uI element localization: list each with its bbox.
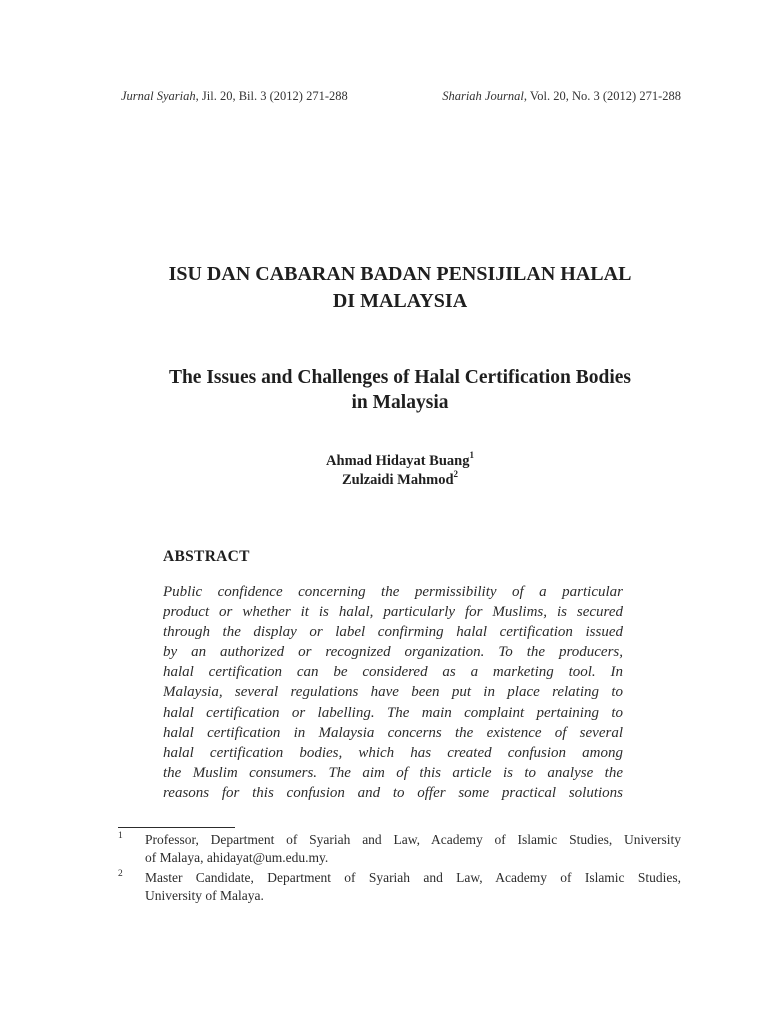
footnote-line: of Malaya, ahidayat@um.edu.my. — [145, 849, 329, 865]
abstract-line: product or whether it is halal, particularly for Muslims, is secured — [163, 604, 623, 621]
footnote-1 — [118, 831, 681, 866]
author-name: Zulzaidi Mahmod — [341, 472, 454, 488]
author-name: Ahmad Hidayat Buang — [326, 453, 470, 469]
journal-name-malay: Jurnal Syariah — [121, 89, 196, 103]
article-title-malay — [100, 261, 700, 315]
footnote-mark: 2 — [118, 869, 123, 879]
abstract-line: Malaysia, several regulations have been put in place relating to — [163, 684, 623, 701]
running-header-right — [442, 88, 681, 104]
journal-name-english: Shariah Journal — [442, 89, 524, 103]
title-line: ISU DAN CABARAN BADAN PENSIJILAN HALAL — [168, 263, 632, 285]
abstract-line: by an authorized or recognized organization. To the producers, — [163, 644, 623, 661]
footnote-line: University of Malaya. — [145, 887, 264, 903]
abstract-line: halal certification in Malaysia concerns the existence of several — [163, 724, 623, 741]
subtitle-line: The Issues and Challenges of Halal Certification Bodies — [168, 367, 632, 388]
author-1 — [100, 452, 700, 471]
abstract-line: reasons for this confusion and to offer some practical solutions — [163, 784, 623, 801]
abstract-line: halal certification can be considered as a marketing tool. In — [163, 664, 623, 681]
running-header-left — [121, 88, 348, 104]
issue-info-english: , Vol. 20, No. 3 (2012) 271-288 — [523, 89, 681, 103]
footnote-line: Master Candidate, Department of Syariah and Law, Academy of Islamic Studies, — [145, 870, 681, 885]
abstract-text — [163, 582, 623, 803]
abstract-line: halal certification or labelling. The main complaint pertaining to — [163, 704, 623, 721]
footnote-separator — [118, 827, 235, 828]
footnote-text — [145, 831, 681, 866]
abstract-line: halal certification bodies, which has created confusion among — [163, 744, 623, 761]
footnote-ref[interactable]: 1 — [469, 450, 474, 461]
footnote-mark: 1 — [118, 831, 123, 841]
abstract-heading: ABSTRACT — [163, 548, 250, 565]
author-list — [100, 452, 700, 490]
footnote-text — [145, 869, 681, 904]
subtitle-line: in Malaysia — [351, 392, 449, 413]
issue-info-malay: , Jil. 20, Bil. 3 (2012) 271-288 — [195, 89, 348, 103]
footnote-line: Professor, Department of Syariah and Law, Academy of Islamic Studies, University — [145, 832, 681, 847]
abstract-line: the Muslim consumers. The aim of this article is to analyse the — [163, 764, 623, 781]
title-line: DI MALAYSIA — [332, 290, 468, 312]
abstract-line: Public confidence concerning the permissibility of a particular — [163, 584, 623, 600]
abstract-line: through the display or label confirming halal certification issued — [163, 624, 623, 641]
footnote-ref[interactable]: 2 — [453, 469, 459, 480]
footnote-2 — [118, 869, 681, 904]
author-2 — [100, 471, 700, 490]
article-title-english — [100, 365, 700, 415]
